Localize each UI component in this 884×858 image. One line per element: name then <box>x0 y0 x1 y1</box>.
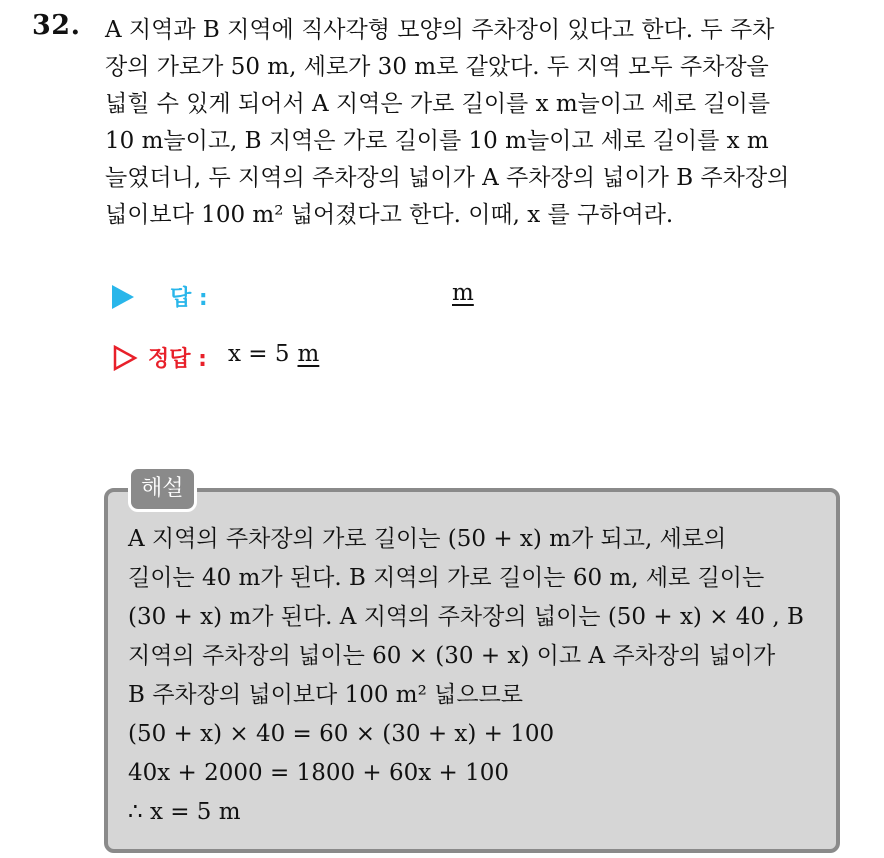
problem-line: 넓이보다 100 m² 넓어졌다고 한다. 이때, x 를 구하여라. <box>105 202 674 228</box>
explanation-line: (30 + x) m가 된다. A 지역의 주차장의 넓이는 (50 + x) × 40 , B <box>128 604 804 630</box>
outline-arrow-icon <box>112 345 138 371</box>
explanation-tab: 해설 <box>128 466 197 512</box>
explanation-text <box>128 520 828 832</box>
answer-label: 답 : <box>170 286 208 311</box>
correct-answer-expression: x = 5 <box>228 341 290 367</box>
explanation-line: A 지역의 주차장의 가로 길이는 (50 + x) m가 되고, 세로의 <box>128 526 727 552</box>
answer-row <box>112 280 612 316</box>
explanation-line: 길이는 40 m가 된다. B 지역의 가로 길이는 60 m, 세로 길이는 <box>128 565 765 591</box>
play-arrow-icon <box>112 285 134 309</box>
correct-answer-value <box>228 341 319 367</box>
explanation-line: B 주차장의 넓이보다 100 m² 넓으므로 <box>128 682 524 708</box>
correct-answer-row <box>112 342 612 378</box>
answer-unit: m <box>452 280 474 306</box>
problem-line: 10 m늘이고, B 지역은 가로 길이를 10 m늘이고 세로 길이를 x m <box>105 128 769 154</box>
correct-answer-unit: m <box>297 341 320 367</box>
problem-line: A 지역과 B 지역에 직사각형 모양의 주차장이 있다고 한다. 두 주차 <box>105 17 775 43</box>
correct-answer-label: 정답 : <box>148 347 207 372</box>
explanation-line: 40x + 2000 = 1800 + 60x + 100 <box>128 760 510 786</box>
problem-number: 32. <box>32 10 81 41</box>
problem-line: 넓힐 수 있게 되어서 A 지역은 가로 길이를 x m늘이고 세로 길이를 <box>105 91 771 117</box>
problem-statement <box>105 12 865 234</box>
explanation-line: 지역의 주차장의 넓이는 60 × (30 + x) 이고 A 주차장의 넓이가 <box>128 643 776 669</box>
explanation-line: ∴ x = 5 m <box>128 799 241 825</box>
explanation-line: (50 + x) × 40 = 60 × (30 + x) + 100 <box>128 721 555 747</box>
problem-line: 장의 가로가 50 m, 세로가 30 m로 같았다. 두 지역 모두 주차장을 <box>105 54 769 80</box>
problem-line: 늘였더니, 두 지역의 주차장의 넓이가 A 주차장의 넓이가 B 주차장의 <box>105 165 790 191</box>
